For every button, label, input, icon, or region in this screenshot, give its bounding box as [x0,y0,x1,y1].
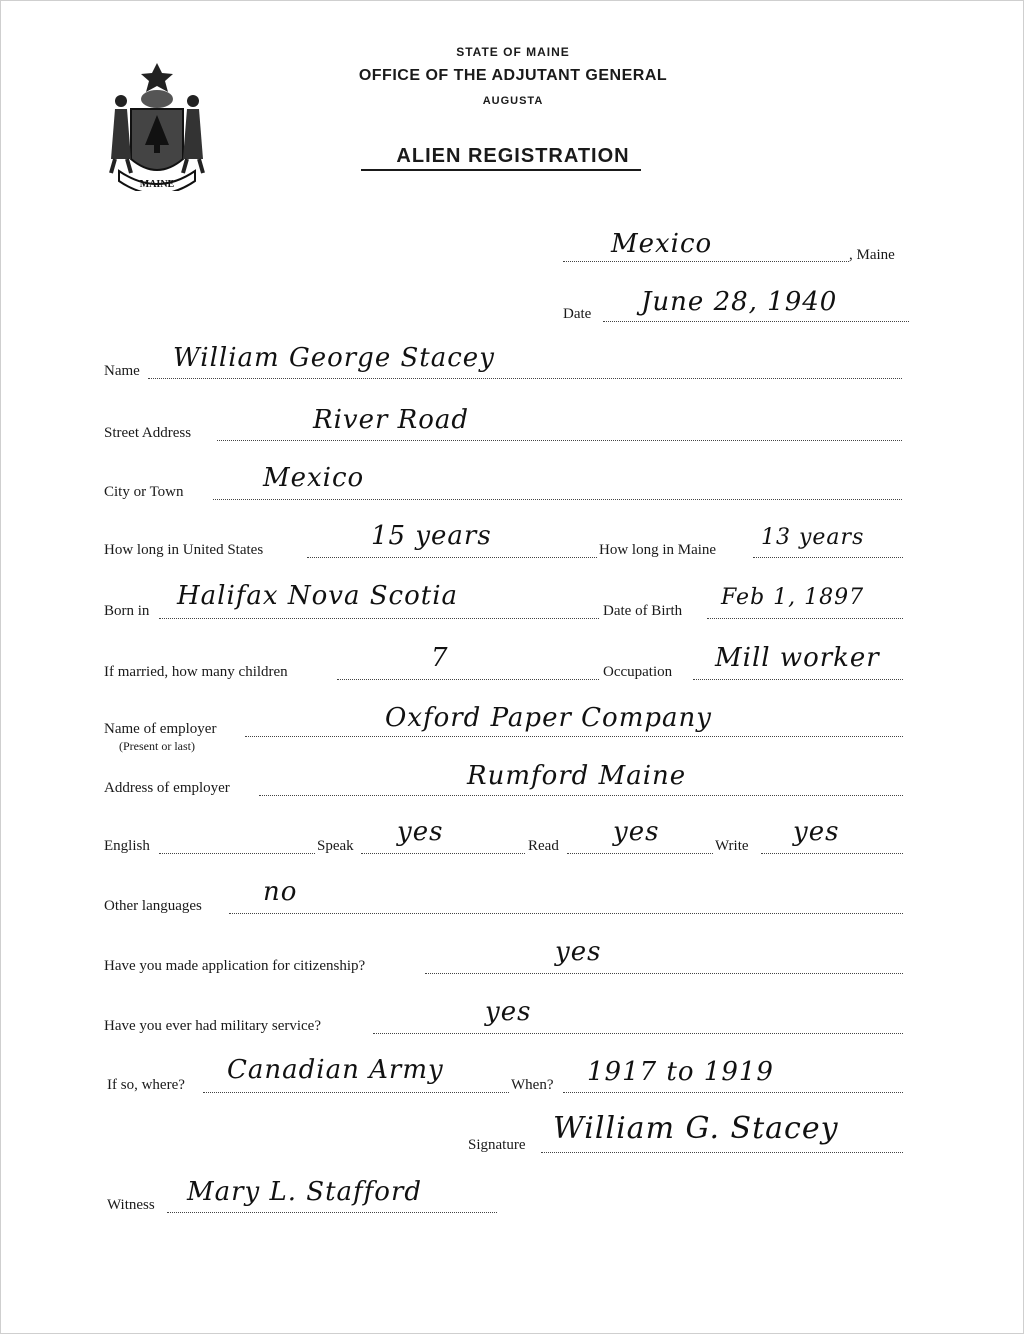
city-value[interactable]: Mexico [263,463,365,493]
speak-line [361,853,525,854]
maine-label: How long in Maine [599,542,717,558]
date-label: Date [563,306,592,322]
street-line [217,440,902,441]
children-value[interactable]: 7 [431,643,449,673]
signature-line [541,1152,903,1153]
children-line [337,679,599,680]
occupation-label: Occupation [603,664,673,680]
where-line [203,1092,509,1093]
read-label: Read [528,838,559,854]
us-label: How long in United States [104,542,264,558]
city-heading: AUGUSTA [482,95,544,107]
witness-value[interactable]: Mary L. Stafford [187,1177,423,1207]
title-underline [361,169,641,171]
town-line [563,261,849,262]
children-label: If married, how many children [104,664,288,680]
emp-address-line [259,795,903,796]
town-suffix: , Maine [849,247,895,263]
citizenship-value[interactable]: yes [555,937,602,967]
where-label: If so, where? [107,1077,185,1093]
maine-value[interactable]: 13 years [761,525,865,550]
born-value[interactable]: Halifax Nova Scotia [177,581,459,611]
state-heading: STATE OF MAINE [456,45,570,59]
born-line [159,618,599,619]
occupation-line [693,679,903,680]
emp-address-label: Address of employer [104,780,230,796]
employer-line [245,736,903,737]
military-label: Have you ever had military service? [104,1018,321,1034]
signature-value[interactable]: William G. Stacey [553,1111,839,1146]
speak-value[interactable]: yes [397,817,444,847]
street-label: Street Address [104,425,192,441]
when-label: When? [511,1077,554,1093]
town-value[interactable]: Mexico [611,229,713,259]
when-value[interactable]: 1917 to 1919 [587,1057,774,1087]
date-line [603,321,909,322]
write-value[interactable]: yes [793,817,840,847]
where-value[interactable]: Canadian Army [227,1055,444,1085]
city-line [213,499,902,500]
english-label: English [104,838,150,854]
citizenship-line [425,973,903,974]
street-value[interactable]: River Road [313,405,470,435]
form-title: ALIEN REGISTRATION [396,145,630,167]
read-line [567,853,713,854]
occupation-value[interactable]: Mill worker [715,643,880,673]
name-line [148,378,902,379]
maine-line [753,557,903,558]
name-label: Name [104,363,140,379]
city-label: City or Town [104,484,184,500]
write-label: Write [715,838,749,854]
dob-label: Date of Birth [603,603,683,619]
dob-value[interactable]: Feb 1, 1897 [721,585,865,610]
other-lang-line [229,913,903,914]
when-line [563,1092,903,1093]
citizenship-label: Have you made application for citizenship? [104,958,366,974]
write-line [761,853,903,854]
other-lang-label: Other languages [104,898,202,914]
witness-line [167,1212,497,1213]
military-value[interactable]: yes [485,997,532,1027]
read-value[interactable]: yes [613,817,660,847]
military-line [373,1033,903,1034]
english-line [159,853,315,854]
emp-address-value[interactable]: Rumford Maine [467,761,687,791]
office-heading: OFFICE OF THE ADJUTANT GENERAL [358,67,668,84]
us-line [307,557,597,558]
other-lang-value[interactable]: no [263,877,298,907]
employer-value[interactable]: Oxford Paper Company [385,703,712,733]
svg-text:MAINE: MAINE [139,179,175,190]
employer-label: Name of employer [104,721,217,737]
employer-sublabel: (Present or last) [119,739,195,753]
name-value[interactable]: William George Stacey [173,343,495,373]
us-value[interactable]: 15 years [371,521,492,551]
dob-line [707,618,903,619]
signature-label: Signature [468,1137,526,1153]
date-value[interactable]: June 28, 1940 [641,287,838,317]
born-label: Born in [104,603,150,619]
witness-label: Witness [107,1197,155,1213]
speak-label: Speak [317,838,354,854]
